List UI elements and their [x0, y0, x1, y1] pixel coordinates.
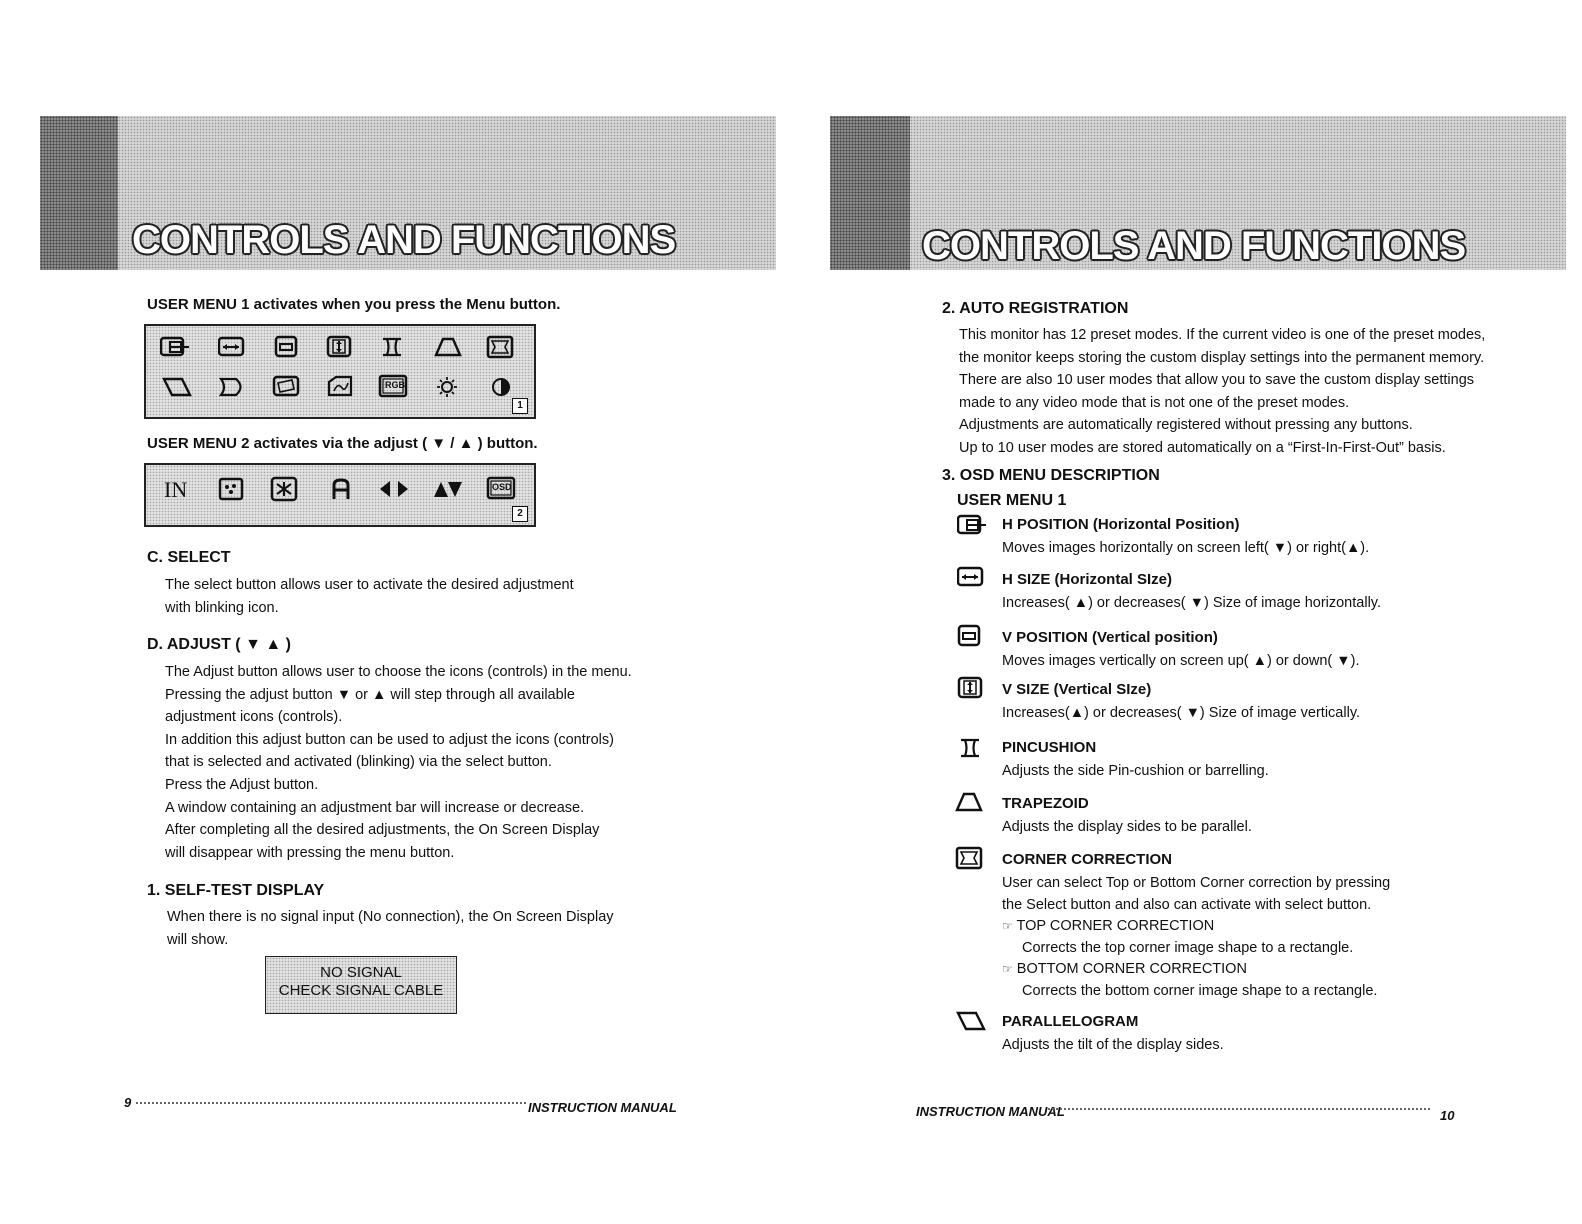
trapezoid-title: TRAPEZOID: [1002, 795, 1089, 812]
v-size-desc: Increases(▲) or decreases( ▼) Size of image vertically.: [1002, 705, 1361, 721]
adjust-line: A window containing an adjustment bar will increase or decrease.: [165, 799, 585, 816]
left-page-number: 9: [124, 1095, 132, 1110]
right-page-title: CONTROLS AND FUNCTIONS: [922, 224, 1466, 268]
adjust-line: adjustment icons (controls).: [165, 709, 343, 726]
v-size-icon: [326, 335, 352, 359]
user-menu-2-in-label: IN: [164, 477, 188, 502]
v-position-icon: [274, 335, 300, 359]
v-position-desc: Moves images vertically on screen up( ▲) or down( ▼).: [1002, 653, 1360, 669]
language-icon: [330, 477, 352, 501]
user-menu-1-badge: 1: [512, 398, 528, 414]
h-position-desc: Moves images horizontally on screen left( ▼) or right(▲).: [1002, 540, 1370, 556]
left-header-accent: [40, 116, 118, 270]
user-menu-2-badge: 2: [512, 506, 528, 522]
user-menu-1-panel: [144, 324, 536, 419]
h-position-title: H POSITION (Horizontal Position): [1002, 516, 1240, 533]
h-size-title: H SIZE (Horizontal SIze): [1002, 571, 1173, 588]
parallelogram-desc: Adjusts the tilt of the display sides.: [1002, 1037, 1224, 1053]
parallelogram-icon: [956, 1010, 986, 1032]
bottom-corner-title: BOTTOM CORNER CORRECTION: [1016, 961, 1247, 977]
trapezoid-icon: [955, 791, 983, 813]
pincushion-desc: Adjusts the side Pin-cushion or barrelling.: [1002, 763, 1269, 779]
top-corner-title: TOP CORNER CORRECTION: [1016, 918, 1215, 934]
user-menu-2-panel: [144, 463, 536, 527]
select-line: with blinking icon.: [165, 599, 279, 616]
h-size-icon: [957, 566, 985, 588]
auto-registration-line: This monitor has 12 preset modes. If the current video is one of the preset modes,: [959, 327, 1486, 343]
v-position-title: V POSITION (Vertical position): [1002, 629, 1218, 646]
v-size-title: V SIZE (Vertical SIze): [1002, 681, 1152, 698]
parallelogram-icon: [162, 376, 192, 398]
corner-correction-line: the Select button and also can activate with select button.: [1002, 897, 1372, 913]
trapezoid-icon: [434, 336, 462, 358]
no-signal-text: NO SIGNAL: [320, 964, 402, 981]
moire-icon: [326, 374, 354, 398]
bottom-corner-desc: Corrects the bottom corner image shape to a rectangle.: [1022, 983, 1378, 999]
pointing-hand-icon: ☞: [1002, 962, 1013, 976]
rotation-icon: [272, 374, 300, 398]
osd-v-position-icon: [432, 479, 464, 499]
no-signal-box: [265, 956, 457, 1014]
adjust-body: [165, 661, 632, 864]
self-test-line: When there is no signal input (No connection), the On Screen Display: [167, 909, 614, 925]
user-menu-1-caption: USER MENU 1 activates when you press the Menu button.: [147, 296, 561, 313]
select-heading: C. SELECT: [147, 549, 231, 566]
v-size-icon: [957, 676, 983, 700]
h-position-icon: [160, 336, 190, 358]
right-header-accent: [830, 116, 910, 270]
right-footer-leader: [1048, 1106, 1430, 1110]
auto-registration-line: Adjustments are automatically registered without pressing any buttons.: [959, 417, 1413, 434]
trapezoid-desc: Adjusts the display sides to be parallel.: [1002, 819, 1252, 835]
auto-registration-line: the monitor keeps storing the custom display settings into the permanent memory.: [959, 349, 1485, 366]
top-corner-item: [1002, 915, 1214, 938]
pointing-hand-icon: ☞: [1002, 919, 1013, 933]
auto-registration-line: made to any video mode that is not one of the preset modes.: [959, 394, 1350, 411]
self-test-body: [167, 906, 614, 951]
adjust-line: In addition this adjust button can be used to adjust the icons (controls): [165, 731, 614, 748]
rgb-icon-label: RGB: [385, 380, 405, 390]
osd-user-menu-1-subheading: USER MENU 1: [957, 492, 1067, 509]
left-page-title: CONTROLS AND FUNCTIONS: [132, 218, 676, 262]
adjust-line: After completing all the desired adjustments, the On Screen Display: [165, 822, 600, 839]
degauss-icon: [270, 476, 298, 502]
auto-registration-line: Up to 10 user modes are stored automatically on a “First-In-First-Out” basis.: [959, 439, 1446, 456]
v-position-icon: [957, 624, 983, 648]
h-position-icon: [957, 514, 987, 536]
auto-registration-body: [959, 324, 1485, 460]
corner-correction-desc: [1002, 872, 1390, 916]
pincushion-icon: [380, 336, 404, 358]
self-test-line: will show.: [167, 931, 229, 948]
adjust-line: that is selected and activated (blinking) via the select button.: [165, 754, 552, 771]
left-footer-leader: [136, 1100, 526, 1104]
adjust-heading: D. ADJUST ( ▼ ▲ ): [147, 636, 291, 653]
adjust-line: will disappear with pressing the menu button.: [165, 844, 455, 861]
adjust-line: The Adjust button allows user to choose the icons (controls) in the menu.: [165, 664, 632, 680]
osd-icon-label: OSD: [492, 482, 512, 492]
right-page-number: 10: [1440, 1108, 1455, 1123]
brightness-icon: [436, 376, 458, 398]
check-signal-cable-text: CHECK SIGNAL CABLE: [278, 982, 444, 999]
select-body: [165, 574, 574, 619]
top-corner-desc: Corrects the top corner image shape to a rectangle.: [1022, 940, 1354, 956]
corner-correction-line: User can select Top or Bottom Corner correction by pressing: [1002, 875, 1391, 891]
auto-registration-line: There are also 10 user modes that allow you to save the custom display settings: [959, 372, 1475, 389]
h-size-desc: Increases( ▲) or decreases( ▼) Size of image horizontally.: [1002, 595, 1381, 611]
pincushion-title: PINCUSHION: [1002, 739, 1097, 756]
bottom-corner-item: [1002, 958, 1247, 981]
recall-icon: [218, 477, 244, 501]
right-footer-title: INSTRUCTION MANUAL: [916, 1104, 1065, 1119]
auto-registration-heading: 2. AUTO REGISTRATION: [942, 300, 1129, 317]
adjust-line: Press the Adjust button.: [165, 776, 319, 793]
contrast-icon: [490, 376, 512, 398]
user-menu-2-caption: USER MENU 2 activates via the adjust ( ▼ / ▲ ) button.: [147, 435, 538, 452]
self-test-heading: 1. SELF-TEST DISPLAY: [147, 882, 325, 899]
left-footer-title: INSTRUCTION MANUAL: [528, 1100, 677, 1115]
corner-correction-icon: [955, 846, 983, 870]
parallelogram-title: PARALLELOGRAM: [1002, 1013, 1139, 1030]
barrel-balance-icon: [218, 376, 248, 398]
pincushion-icon: [958, 737, 982, 759]
adjust-line: Pressing the adjust button ▼ or ▲ will step through all available: [165, 686, 575, 703]
osd-menu-heading: 3. OSD MENU DESCRIPTION: [942, 467, 1160, 484]
osd-h-position-icon: [378, 479, 410, 499]
corner-correction-title: CORNER CORRECTION: [1002, 851, 1173, 868]
select-line: The select button allows user to activate the desired adjustment: [165, 577, 574, 593]
corner-correction-icon: [486, 335, 514, 359]
h-size-icon: [218, 336, 246, 358]
